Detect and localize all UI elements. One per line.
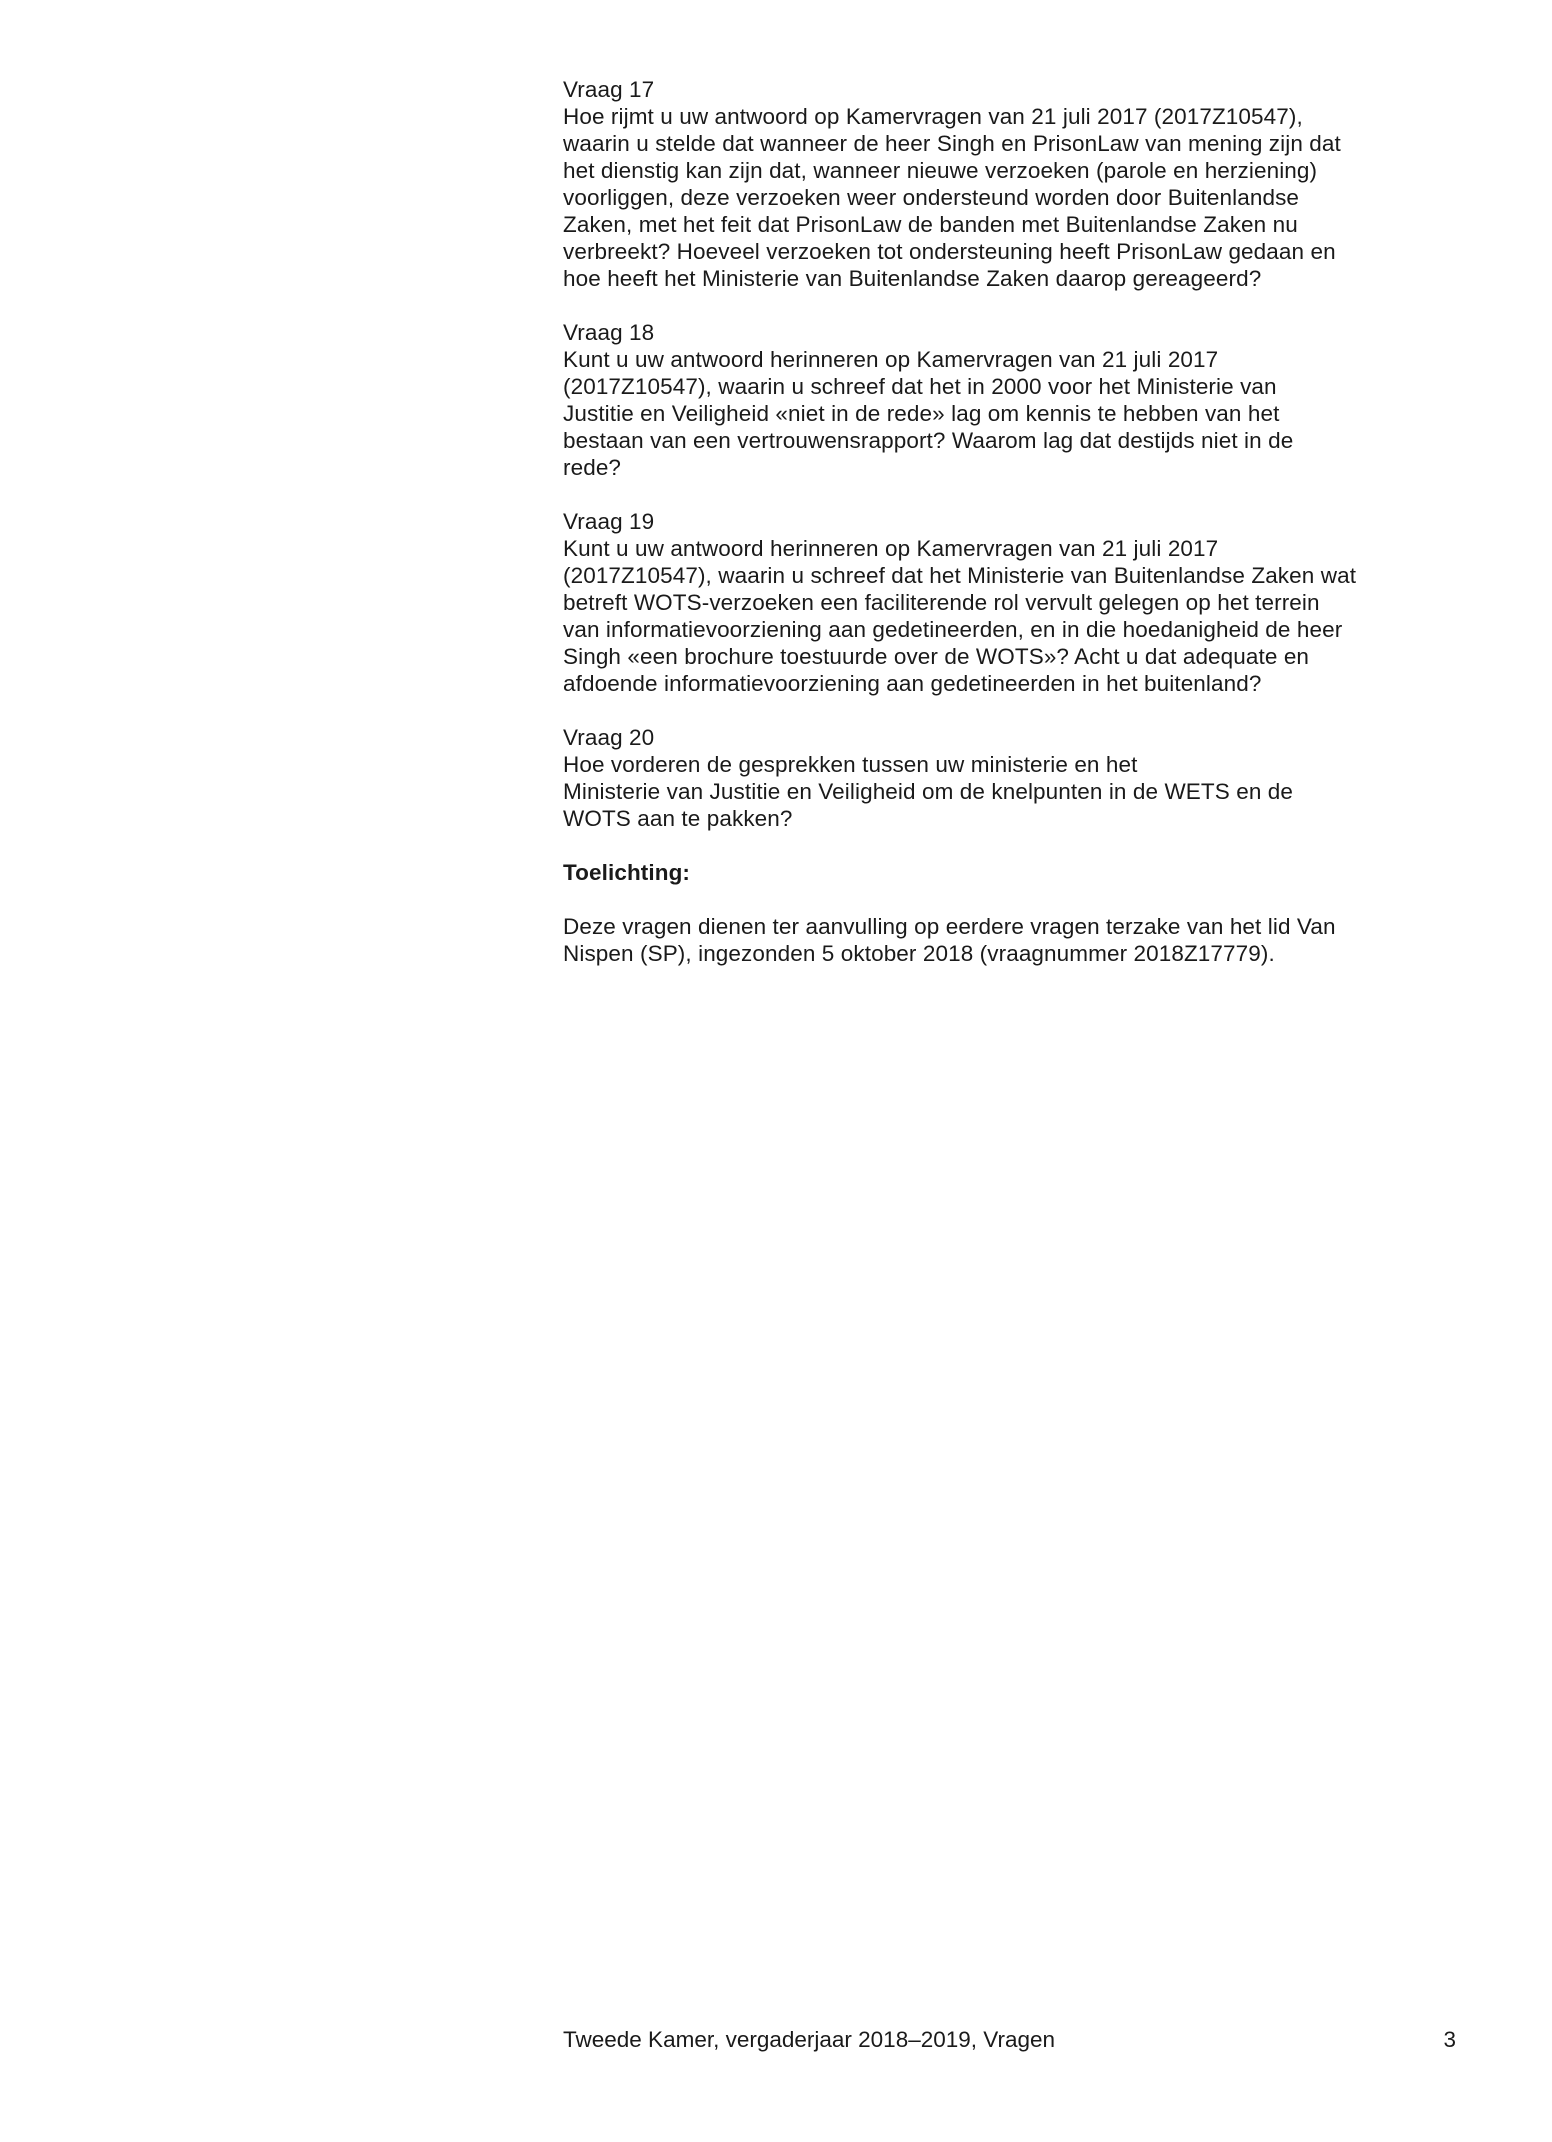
page-number: 3 bbox=[1443, 2027, 1456, 2052]
question-20 bbox=[563, 724, 1463, 832]
page-footer bbox=[563, 2026, 1456, 2053]
question-text: Kunt u uw antwoord herinneren op Kamervragen van 21 juli 2017 (2017Z10547), waarin u schreef dat het Ministerie van Buitenlandse Zaken wat betreft WOTS-verzoeken een faciliterende rol vervult gelegen op het terrein van informatievoorziening aan gedetineerden, en in die hoedanigheid de heer Singh «een brochure toestuurde over de WOTS»? Acht u dat adequate en afdoende informatievoorziening aan gedetineerden in het buitenland? bbox=[563, 536, 1357, 696]
question-18 bbox=[563, 319, 1463, 481]
question-label: Vraag 17 bbox=[563, 77, 655, 102]
toelichting-text: Deze vragen dienen ter aanvulling op eerdere vragen terzake van het lid Van Nispen (SP), ingezonden 5 oktober 2018 (vraagnummer 2018Z17779). bbox=[563, 914, 1336, 966]
question-text: Hoe rijmt u uw antwoord op Kamervragen van 21 juli 2017 (2017Z10547), waarin u stelde dat wanneer de heer Singh en PrisonLaw van mening zijn dat het dienstig kan zijn dat, wanneer nieuwe verzoeken (parole en herziening) voorliggen, deze verzoeken weer ondersteund worden door Buitenlandse Zaken, met het feit dat PrisonLaw de banden met Buitenlandse Zaken nu verbreekt? Hoeveel verzoeken tot ondersteuning heeft PrisonLaw gedaan en hoe heeft het Ministerie van Buitenlandse Zaken daarop gereageerd? bbox=[563, 104, 1341, 291]
question-17 bbox=[563, 76, 1463, 292]
question-text: Kunt u uw antwoord herinneren op Kamervragen van 21 juli 2017 (2017Z10547), waarin u schreef dat het in 2000 voor het Ministerie van Justitie en Veiligheid «niet in de rede» lag om kennis te hebben van het bestaan van een vertrouwensrapport? Waarom lag dat destijds niet in de rede? bbox=[563, 347, 1294, 480]
document-body bbox=[563, 76, 1463, 967]
question-19 bbox=[563, 508, 1463, 697]
question-label: Vraag 18 bbox=[563, 320, 655, 345]
question-text: Hoe vorderen de gesprekken tussen uw ministerie en het Ministerie van Justitie en Veiligheid om de knelpunten in de WETS en de WOTS aan te pakken? bbox=[563, 752, 1294, 831]
question-label: Vraag 19 bbox=[563, 509, 655, 534]
footer-source: Tweede Kamer, vergaderjaar 2018–2019, Vragen bbox=[563, 2027, 1056, 2052]
toelichting-heading: Toelichting: bbox=[563, 860, 691, 885]
question-label: Vraag 20 bbox=[563, 725, 655, 750]
